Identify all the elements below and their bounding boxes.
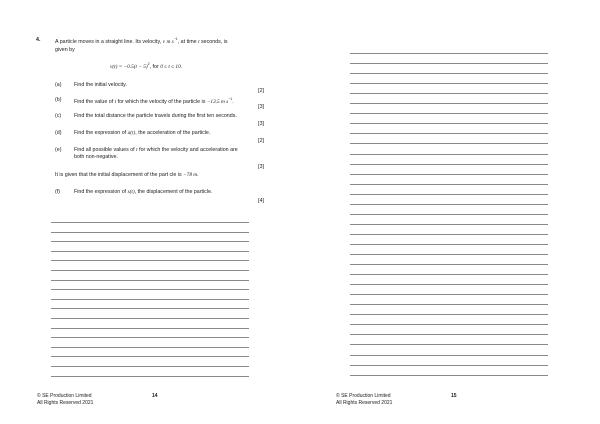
answer-line (350, 143, 548, 144)
part-c-marks: [3] (258, 121, 264, 127)
answer-line (350, 194, 548, 195)
answer-line (350, 254, 548, 255)
answer-line (350, 53, 548, 54)
answer-line (350, 154, 548, 155)
answer-line (51, 337, 249, 338)
answer-line (350, 103, 548, 104)
part-f-label: (f) (55, 189, 60, 195)
answer-line (51, 280, 249, 281)
answer-line (350, 174, 548, 175)
answer-line (51, 232, 249, 233)
answer-line (51, 318, 249, 319)
question-intro-line2: given by (55, 47, 75, 53)
answer-line (350, 204, 548, 205)
answer-line (51, 222, 249, 223)
answer-line (350, 123, 548, 124)
answer-line (51, 366, 249, 367)
answer-line (350, 73, 548, 74)
right-footer-rights: All Rights Reserved 2021 (336, 399, 393, 406)
answer-line (350, 164, 548, 165)
answer-line (350, 83, 548, 84)
part-d-label: (d) (55, 130, 62, 136)
part-d-text: Find the expression of a(t), the acceleration of the particle. (74, 130, 211, 136)
part-b-label: (b) (55, 97, 62, 103)
answer-line (350, 334, 548, 335)
part-f-marks: [4] (258, 198, 264, 204)
part-c-label: (c) (55, 113, 62, 119)
part-a-marks: [2] (258, 88, 264, 94)
answer-line (350, 224, 548, 225)
answer-line (51, 251, 249, 252)
answer-line (51, 241, 249, 242)
part-e-text: Find all possible values of t for which the velocity and acceleration are (74, 147, 238, 153)
answer-line (350, 375, 548, 376)
left-page-number: 14 (152, 393, 158, 399)
part-b-marks: [3] (258, 104, 264, 110)
answer-line (350, 314, 548, 315)
part-d-marks: [2] (258, 138, 264, 144)
left-footer-rights: All Rights Reserved 2021 (37, 399, 94, 406)
answer-line (51, 270, 249, 271)
answer-line (51, 299, 249, 300)
right-footer-copyright: © SE Production Limited (336, 393, 391, 399)
question-intro: A particle moves in a straight line. Its velocity, v m $s^{-1}$, at time t seconds, is (55, 37, 228, 45)
given-statement: It is given that the initial displacement of the part cle is −78 m. (55, 172, 199, 178)
answer-line (350, 304, 548, 305)
right-footer (336, 393, 392, 407)
answer-line (350, 133, 548, 134)
answer-line (350, 344, 548, 345)
answer-line (350, 274, 548, 275)
answer-line (350, 355, 548, 356)
part-e-label: (e) (55, 147, 62, 153)
answer-line (350, 214, 548, 215)
answer-line (350, 324, 548, 325)
right-page-number: 15 (451, 393, 457, 399)
part-f-text: Find the expression of s(t), the displacement of the particle. (74, 189, 213, 195)
answer-line (350, 184, 548, 185)
answer-line (51, 328, 249, 329)
answer-line (350, 294, 548, 295)
left-footer-copyright: © SE Production Limited (37, 393, 92, 399)
velocity-equation: $v(t) = -0.5(t - 5)^2$, for 0 ≤ t ≤ 10. (110, 62, 183, 70)
answer-line (51, 308, 249, 309)
answer-line (350, 234, 548, 235)
answer-line (51, 376, 249, 377)
part-a-label: (a) (55, 82, 62, 88)
answer-line (350, 284, 548, 285)
part-e-marks: [3] (258, 164, 264, 170)
answer-line (51, 356, 249, 357)
answer-line (51, 289, 249, 290)
answer-line (51, 260, 249, 261)
answer-line (350, 365, 548, 366)
left-footer (37, 393, 93, 407)
answer-line (51, 347, 249, 348)
answer-line (350, 63, 548, 64)
part-a-text: Find the initial velocity. (74, 82, 127, 88)
answer-line (350, 264, 548, 265)
answer-line (350, 113, 548, 114)
answer-line (350, 244, 548, 245)
part-e-text-line2: both non-negative. (74, 154, 118, 160)
question-number: 4. (36, 37, 41, 43)
answer-line (350, 93, 548, 94)
part-b-text: Find the value of t for which the velocity of the particle is −13.5 m $s^{-1}$. (74, 97, 234, 105)
part-c-text: Find the total distance the particle travels during the first ten seconds. (74, 113, 237, 119)
